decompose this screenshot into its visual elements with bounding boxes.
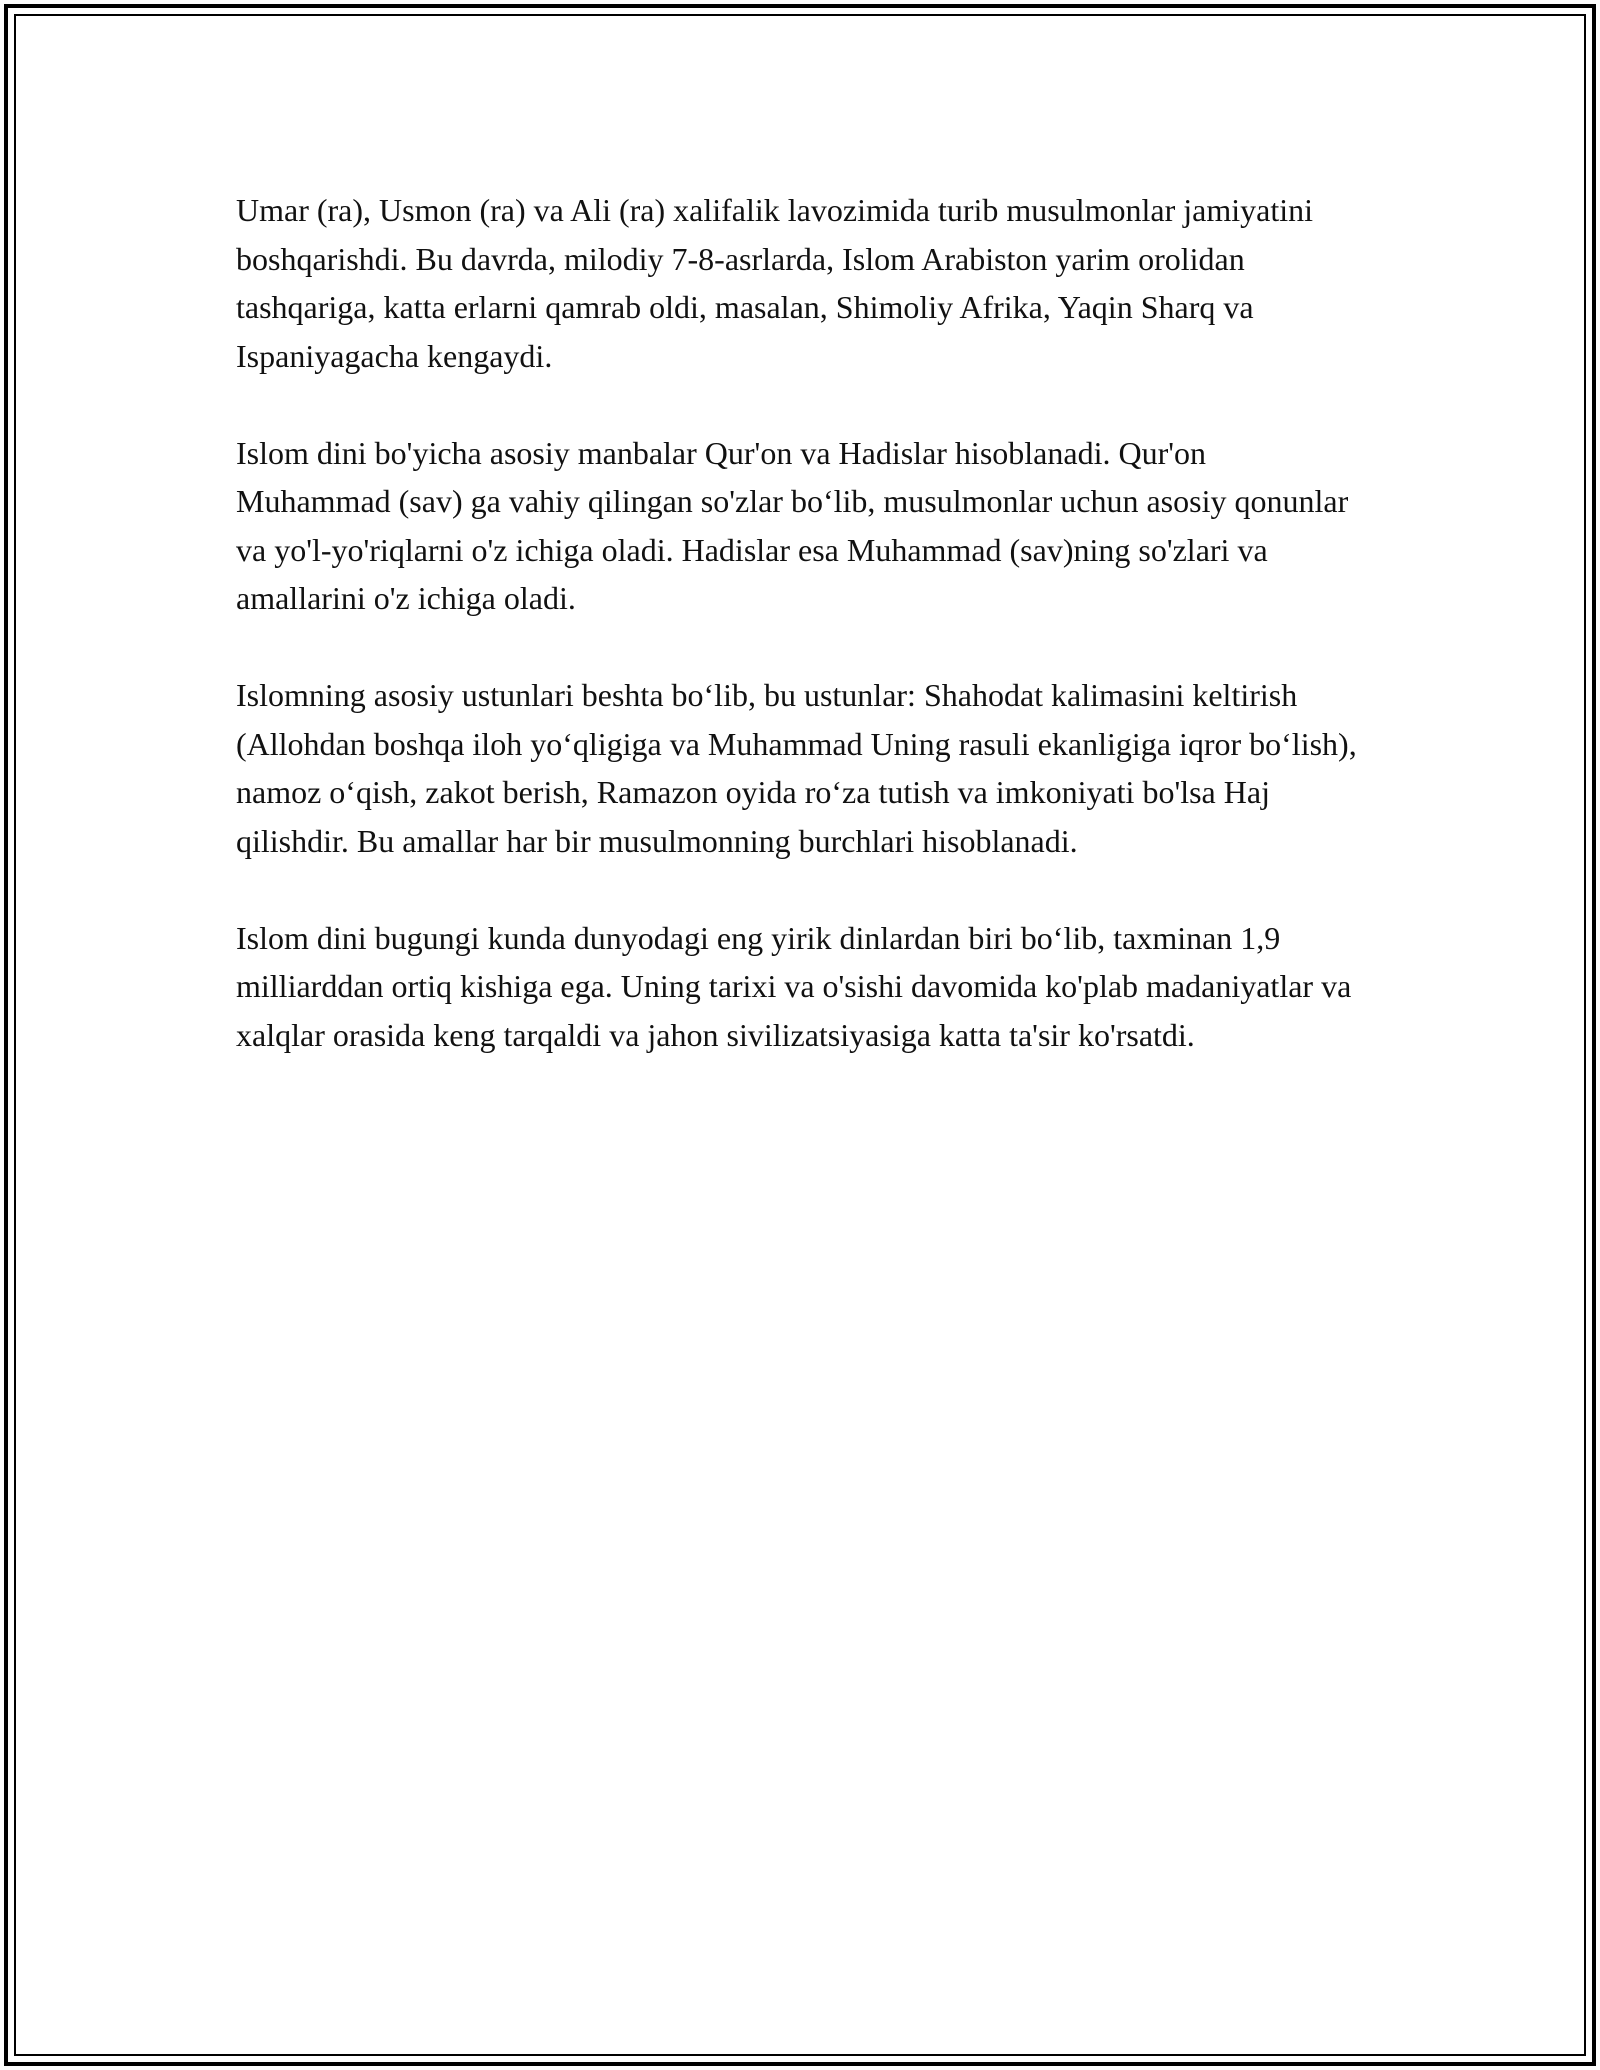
paragraph-sources: Islom dini bo'yicha asosiy manbalar Qur'on va Hadislar hisoblanadi. Qur'on Muhammad (sav) ga vahiy qilingan so'zlar boʻlib, musulmonlar uchun asosiy qonunlar va yo'l-yo'riqlarni o'z ichiga oladi. Hadislar esa Muhammad (sav)ning so'zlari va amallarini o'z ichiga oladi. [236, 434, 1349, 616]
paragraph-today: Islom dini bugungi kunda dunyodagi eng yirik dinlardan biri boʻlib, taxminan 1,9 milliarddan ortiq kishiga ega. Uning tarixi va o'sishi davomida ko'plab madaniyatlar va xalqlar orasida keng tarqaldi va jahon sivilizatsiyasiga katta ta'sir ko'rsatdi. [236, 919, 1352, 1053]
paragraph-caliphate: Umar (ra), Usmon (ra) va Ali (ra) xalifalik lavozimida turib musulmonlar jamiyatini boshqarishdi. Bu davrda, milodiy 7-8-asrlarda, Islom Arabiston yarim orolidan tashqariga, katta erlarni qamrab oldi, masalan, Shimoliy Afrika, Yaqin Sharq va Ispaniyagacha kengaydi. [236, 192, 1314, 374]
paragraph-pillars: Islomning asosiy ustunlari beshta boʻlib, bu ustunlar: Shahodat kalimasini keltirish (Allohdan boshqa iloh yoʻqligiga va Muhammad Uning rasuli ekanligiga iqror boʻlish), namoz oʻqish, zakot berish, Ramazon oyida roʻza tutish va imkoniyati bo'lsa Haj qilishdir. Bu amallar har bir musulmonning burchlari hisoblanadi. [236, 677, 1357, 859]
document-body [236, 186, 1366, 1108]
